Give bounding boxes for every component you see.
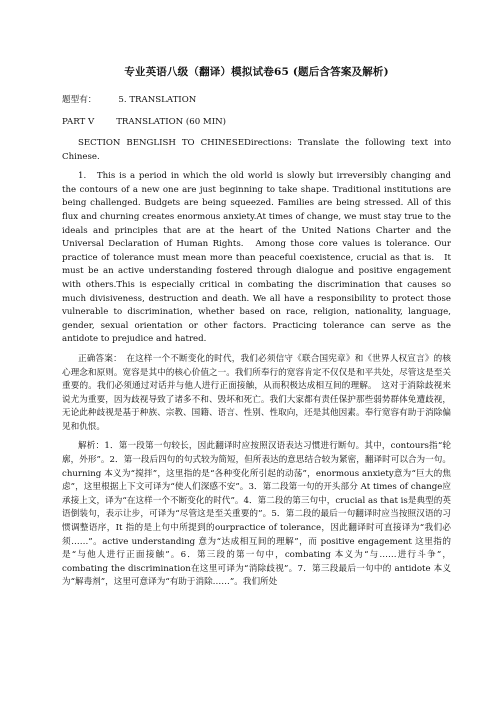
part-line	[62, 115, 451, 129]
part-value: TRANSLATION (60 MIN)	[116, 117, 226, 127]
passage-text: 1. This is a period in which the old world is slowly but irreversibly changing and the contours of a new one are just beginning to take shape. Traditional institutions are being challenged. Budgets are being squeezed. Families are being stressed. All of this flux and churning creates enormous anxiety.At times of change, we must stay true to the ideals and principles that are at the heart of the United Nations Charter and the Universal Declaration of Human Rights. Among those core values is tolerance. Our practice of tolerance must mean more than peaceful coexistence, crucial as that is. It must be an active understanding fostered through dialogue and positive engagement with others.This is especially critical in combating the discrimination that causes so much divisiveness, destruction and death. We all have a responsibility to protect those vulnerable to discrimination, whether based on race, religion, nationality, language, gender, sexual orientation or other factors. Practicing tolerance can serve as the antidote to prejudice and hatred.	[62, 171, 451, 345]
section-line	[62, 137, 451, 164]
section-directions: ENGLISH TO CHINESEDirections: Translate the following text into Chinese.	[62, 138, 451, 162]
question-type-label: 题型有：	[62, 95, 97, 105]
question-type-value: 5. TRANSLATION	[118, 95, 197, 105]
page-title: 专业英语八级（翻译）模拟试卷65 (题后含答案及解析)	[124, 66, 389, 78]
question-type-line	[62, 93, 451, 107]
part-label: PART V	[62, 117, 95, 127]
answer-text: 正确答案： 在这样一个不断变化的时代，我们必须信守《联合国宪章》和《世界人权宣言》的核心理念和原则。宽容是其中的核心价值之一。我们所奉行的宽容肯定不仅仅是和平共处，尽管这是至关重要的。我们必须通过对话并与他人进行正面接触，从而积极达成相互间的理解。 这对于消除歧视来说尤为重要，因为歧视导致了诸多不和、毁坏和死亡。我们大家都有责任保护那些弱势群体免遭歧视，无论此种歧视是基于种族、宗教、国籍、语言、性别、性取向，还是其他因素。奉行宽容有助于消除偏见和仇恨。	[62, 353, 451, 432]
section-label: SECTION B	[78, 138, 133, 148]
analysis-text: 解析：1．第一段第一句较长，因此翻译时应按照汉语表达习惯进行断句。其中，contours指“轮廓，外形”。2．第一段后四句的句式较为简短，但所表达的意思结合较为紧密，翻译时可以合为一句。churning 本义为“搅拌”，这里指的是“各种变化所引起的动荡”，enormous anxiety意为“巨大的焦虑”，这里根据上下文可译为“使人们深感不安”。3．第二段第一句的开头部分 At times of change应承接上文，译为“在这样一个不断变化的时代”。4．第二段的第三句中，crucial as that is是典型的英语倒装句，表示让步，可译为“尽管这是至关重要的”。5．第二段的最后一句翻译时应当按照汉语的习惯调整语序，It 指的是上句中所提到的ourpractice of tolerance，因此翻译时可直接译为“我们必须……”。active understanding 意为“达成相互间的理解”，而 positive engagement 这里指的是“与他人进行正面接触”。6．第三段的第一句中，combating 本义为“与……进行斗争”，combating the discrimination在这里可译为“消除歧视”。7．第三段最后一句中的 antidote 本义为“解毒剂”，这里可意译为“有助于消除……”。我们所处	[62, 441, 451, 588]
